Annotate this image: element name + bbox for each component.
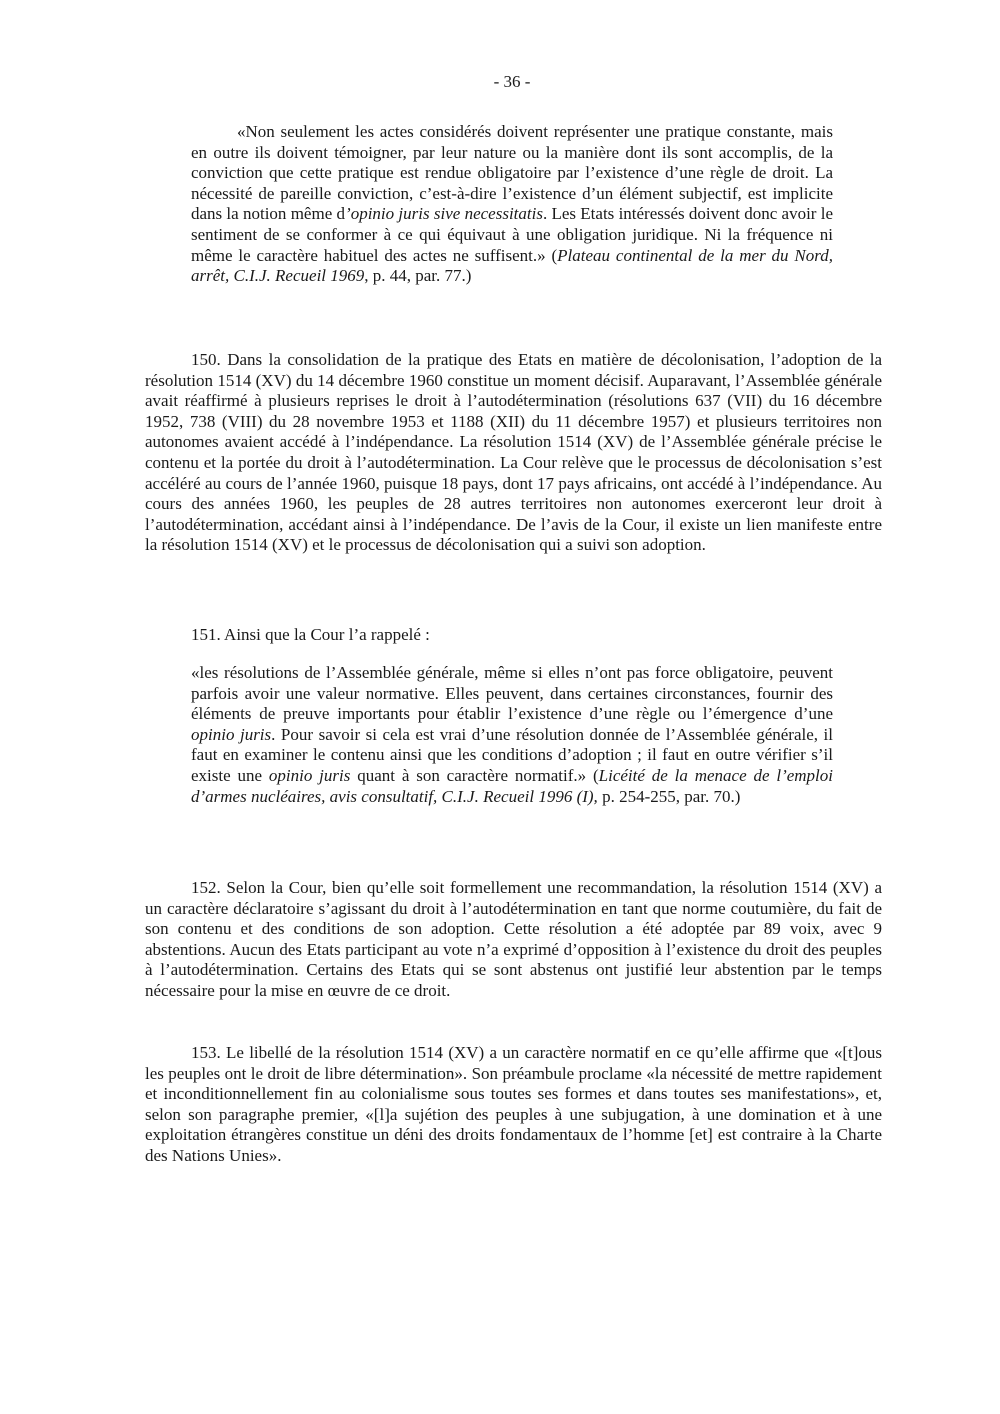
quote-2-text-part-3: quant à son caractère normatif.» ( — [350, 765, 599, 785]
quote-2-text-part-1: «les résolutions de l’Assemblée générale, même si elles n’ont pas force obligatoire, peuvent parfois avoir une valeur normative. Elles peuvent, dans certaines circonstances, fournir des éléments de preuve importants pour établir l’existence d’une règle ou l’émergence d’une — [191, 663, 833, 724]
quotation-block-1 — [191, 122, 833, 287]
quote-1-italic-part-1: ’opinio juris sive necessitatis — [345, 204, 543, 224]
paragraph-150: 150. Dans la consolidation de la pratique des Etats en matière de décolonisation, l’adoption de la résolution 1514 (XV) du 14 décembre 1960 constitue un moment décisif. Auparavant, l’Assemblée générale avait réaffirmé à plusieurs reprises le droit à l’autodétermination (résolutions 637 (VII) du 16 décembre 1952, 738 (VIII) du 28 novembre 1953 et 1188 (XII) du 11 décembre 1957) et plusieurs territoires non autonomes avaient accédé à l’indépendance. La résolution 1514 (XV) de l’Assemblée générale précise le contenu et la portée du droit à l’autodétermination. La Cour relève que le processus de décolonisation s’est accéléré au cours de l’année 1960, puisque 18 pays, dont 17 pays africains, ont accédé à l’indépendance. Au cours des années 1960, les peuples de 28 autres territoires non autonomes exerceront leur droit à l’autodétermination, accédant ainsi à l’indépendance. De l’avis de la Cour, il existe un lien manifeste entre la résolution 1514 (XV) et le processus de décolonisation qui a suivi son adoption. — [145, 350, 882, 555]
paragraph-151: 151. Ainsi que la Cour l’a rappelé : — [191, 625, 430, 644]
quote-2-citation: Licéité de la menace de l’emploi d’armes nucléaires, avis consultatif, C.I.J. Recueil 1996 (I), — [191, 765, 834, 806]
page-number: - 36 - — [493, 72, 531, 91]
quote-2-italic-part-2: opinio juris — [268, 765, 351, 785]
quote-2-text-part-2: . Pour savoir si cela est vrai d’une résolution donnée de l’Assemblée générale, il faut en examiner le contenu ainsi que les conditions d’adoption ; il faut en outre vérifier s’il existe une — [191, 724, 833, 785]
quote-2-text-part-4: p. 254-255, par. 70.) — [597, 786, 741, 806]
quote-1-text-part-1: «Non seulement les actes considérés doivent représenter une pratique constante, mais en outre ils doivent témoigner, par leur nature ou la manière dont ils sont accomplis, de la conviction que cette pratique est rendue obligatoire par l’existence d’une règle de droit. La nécessité de pareille conviction, c’est-à-dire l’existence d’un élément subjectif, est implicite dans la notion même d — [191, 122, 833, 224]
quotation-block-2 — [191, 663, 833, 807]
quote-1-text-part-2: . Les Etats intéressés doivent donc avoir le sentiment de se conformer à ce qui équivaut à une obligation juridique. Ni la fréquence ni même le caractère habituel des actes ne suffisent.» ( — [191, 204, 833, 265]
paragraph-153: 153. Le libellé de la résolution 1514 (XV) a un caractère normatif en ce qu’elle affirme que «[t]ous les peuples ont le droit de libre détermination». Son préambule proclame «la nécessité de mettre rapidement et inconditionnellement fin au colonialisme sous toutes ses formes et dans toutes ses manifestations», et, selon son paragraphe premier, «[l]a sujétion des peuples à une subjugation, à une domination et à une exploitation étrangères constitue un déni des droits fondamentaux de l’homme [et] est contraire à la Charte des Nations Unies». — [145, 1043, 882, 1165]
quote-1-citation: Plateau continental de la mer du Nord, arrêt, C.I.J. Recueil 1969 — [191, 245, 833, 286]
paragraph-152: 152. Selon la Cour, bien qu’elle soit formellement une recommandation, la résolution 1514 (XV) a un caractère déclaratoire s’agissant du droit à l’autodétermination en tant que norme coutumière, du fait de son contenu et des conditions de son adoption. Cette résolution a été adoptée par 89 voix, avec 9 abstentions. Aucun des Etats participant au vote n’a exprimé d’opposition à l’existence du droit des peuples à l’autodétermination. Certains des Etats qui se sont abstenus ont justifié leur abstention par le temps nécessaire pour la mise en œuvre de ce droit. — [145, 878, 882, 1000]
quote-1-text-part-3: , p. 44, par. 77.) — [364, 266, 472, 286]
quote-2-italic-part-1: opinio juris — [191, 724, 272, 744]
